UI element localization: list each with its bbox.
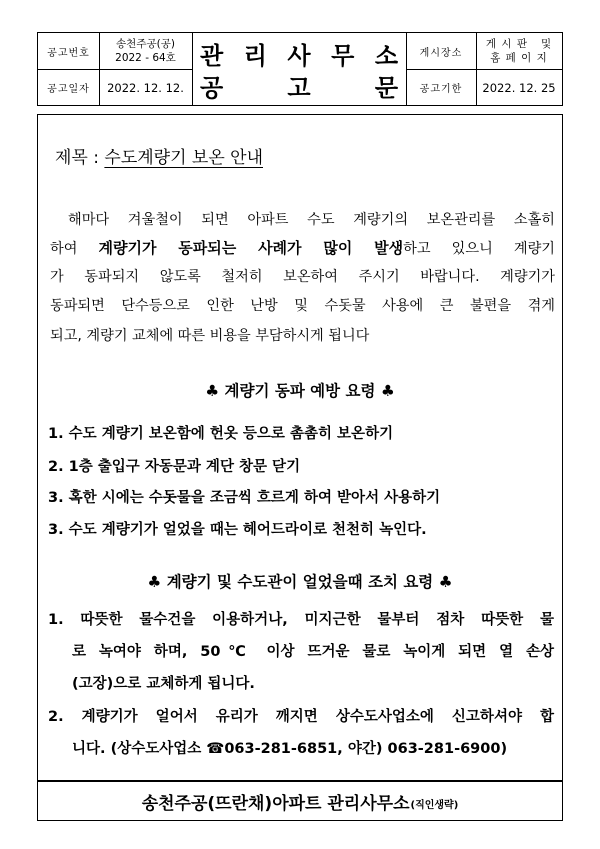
title-char: 고 xyxy=(287,74,311,102)
prevention-item: 1. 수도 계량기 보온함에 헌옷 등으로 촘촘히 보온하기 xyxy=(48,426,394,442)
thaw-item-line: 2. 계량기가 얼어서 유리가 깨지면 상수도사업소에 신고하셔야 합 xyxy=(48,709,554,725)
footer-signature-box xyxy=(37,781,563,821)
subject-prefix: 제목 : xyxy=(55,148,99,168)
post-place-label: 게시장소 xyxy=(419,47,463,59)
subject-line xyxy=(55,143,263,168)
intro-line: 되고, 계량기 교체에 따른 비용을 부담하시게 됩니다 xyxy=(50,328,370,344)
intro-line xyxy=(50,237,555,257)
subject-title: 수도계량기 보온 안내 xyxy=(104,148,263,168)
intro-line: 해마다 겨울철이 되면 아파트 수도 계량기의 보온관리를 소홀히 xyxy=(68,212,555,228)
thaw-item-line: 로 녹여야 하며, 50℃ 이상 뜨거운 물로 녹이게 되면 열 손상 xyxy=(72,644,554,660)
issuer-name: 송천주공(뜨란채)아파트 관리사무소 xyxy=(141,793,410,814)
title-line-office xyxy=(192,33,406,70)
seal-omitted-note: (직인생략) xyxy=(410,800,459,811)
notice-date-value: 2022. 12. 12. xyxy=(107,80,184,95)
section-prevention-title: ♣ 계량기 동파 예방 요령 ♣ xyxy=(205,382,395,400)
thaw-item-line: 니다. (상수도사업소 ☎063-281-6851, 야간) 063-281-6900) xyxy=(72,741,508,757)
prevention-item: 3. 혹한 시에는 수돗물을 조금씩 흐르게 하여 받아서 사용하기 xyxy=(48,490,441,506)
intro-line: 동파되면 단수등으로 인한 난방 및 수돗물 사용에 큰 불편을 겪게 xyxy=(50,298,555,314)
notice-number-label: 공고번호 xyxy=(47,47,90,59)
notice-number-line1: 송천주공(공) xyxy=(116,38,175,50)
prevention-item: 2. 1층 출입구 자동문과 계단 창문 닫기 xyxy=(48,459,301,475)
prevention-item: 3. 수도 계량기가 얼었을 때는 헤어드라이로 천천히 녹인다. xyxy=(48,522,427,538)
notice-number-line2: 2022 - 64호 xyxy=(115,52,176,64)
title-char: 관 xyxy=(200,42,224,70)
post-place-line2: 홈 페 이 지 xyxy=(490,52,548,64)
post-place-value xyxy=(476,33,562,69)
notice-number-value xyxy=(99,33,192,69)
title-char: 무 xyxy=(331,42,355,70)
notice-header-table xyxy=(37,32,563,106)
intro-text: 하여 xyxy=(50,241,99,257)
section-thaw-title: ♣ 계량기 및 수도관이 얼었을때 조치 요령 ♣ xyxy=(147,573,453,591)
title-char: 리 xyxy=(243,42,267,70)
title-line-notice xyxy=(192,69,406,106)
post-place-line1: 게 시 판 및 xyxy=(485,38,553,50)
thaw-item-line: 1. 따뜻한 물수건을 이용하거나, 미지근한 물부터 점차 따뜻한 물 xyxy=(48,612,554,628)
title-char: 사 xyxy=(287,42,311,70)
intro-line: 가 동파되지 않도록 철저히 보온하여 주시기 바랍니다. 계량기가 xyxy=(50,269,555,285)
notice-date-label: 공고일자 xyxy=(47,84,90,95)
thaw-item-line: (고장)으로 교체하게 됩니다. xyxy=(72,676,255,692)
intro-text: 하고 있으니 계량기 xyxy=(403,241,555,257)
post-period-value: 2022. 12. 25 xyxy=(482,80,556,95)
title-char: 소 xyxy=(374,42,398,70)
post-period-label: 공고기한 xyxy=(419,84,463,95)
intro-emphasis: 계량기가 동파되는 사례가 많이 발생 xyxy=(98,239,404,257)
title-char: 공 xyxy=(200,74,224,102)
title-char: 문 xyxy=(374,74,398,102)
